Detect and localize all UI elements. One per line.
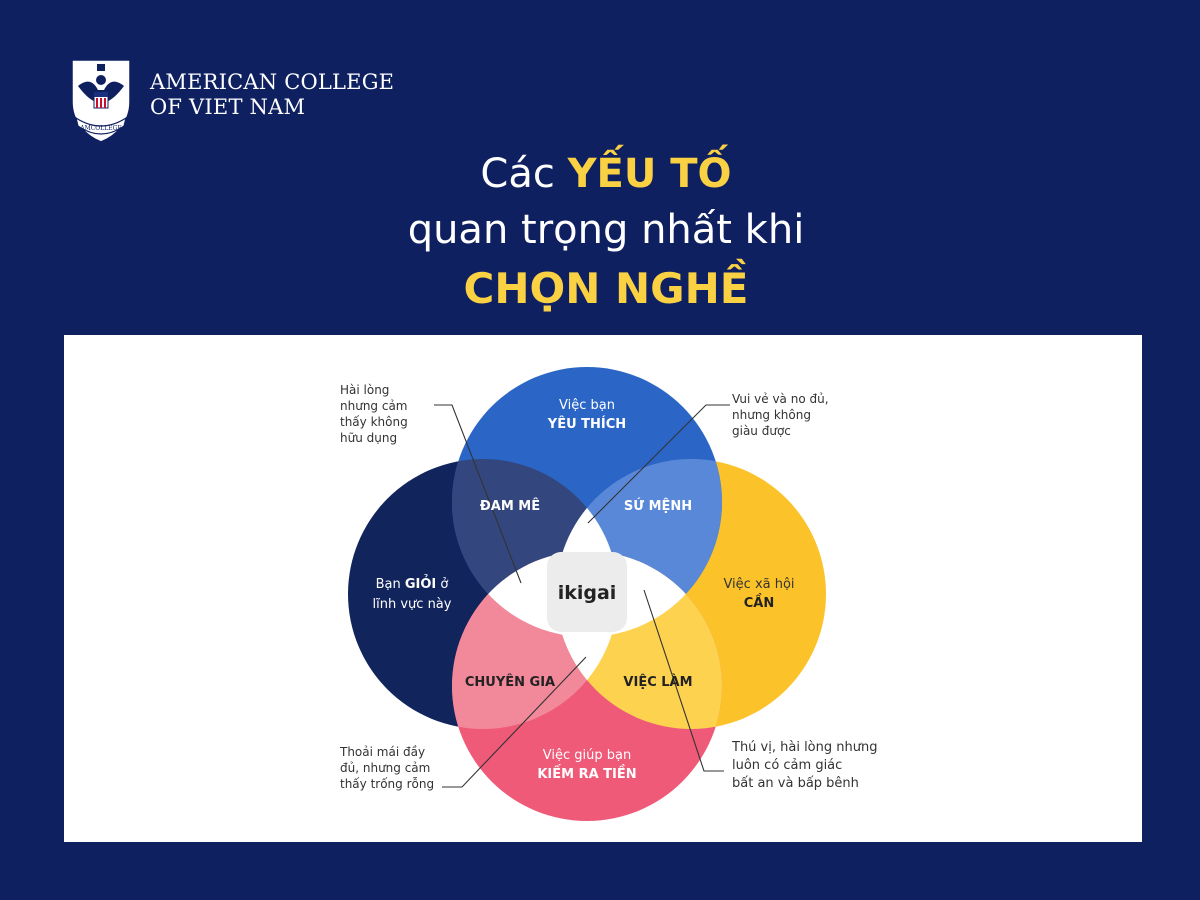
note-line: Thú vị, hài lòng nhưng (732, 740, 878, 755)
note-line: hữu dụng (340, 431, 398, 445)
circle-need-line1: Việc xã hội (723, 577, 795, 592)
logo-ribbon-text: AMCOLLEGE (80, 125, 122, 132)
ikigai-venn-diagram (64, 335, 1142, 842)
title-highlight-2: CHỌN NGHỀ (463, 264, 749, 313)
circle-good-post: ở (436, 577, 449, 592)
ikigai-center-label: ikigai (557, 582, 617, 604)
overlap-mission-label: SỨ MỆNH (623, 499, 693, 514)
brand (64, 56, 424, 148)
overlap-vocation-label: VIỆC LÀM (623, 675, 693, 690)
circle-money-line2: KIẾM RA TIỀN (537, 767, 637, 782)
title-line-2: quan trọng nhất khi (407, 207, 805, 253)
ikigai-diagram-panel (64, 335, 1142, 842)
overlap-profession-label: CHUYÊN GIA (464, 675, 556, 690)
circle-money-line1: Việc giúp bạn (542, 748, 632, 763)
note-bottom-left (340, 744, 434, 792)
note-line: Thoải mái đầy (340, 745, 426, 759)
circle-good-line1 (376, 575, 449, 592)
note-line: thấy không (340, 415, 408, 429)
brand-name (150, 70, 394, 120)
note-line: nhưng cảm (340, 399, 408, 413)
note-line: thấy trống rỗng (340, 777, 435, 791)
note-top-left (340, 382, 408, 446)
eagle-crest-icon (64, 56, 138, 146)
circle-good-bold: GIỎI (404, 577, 437, 592)
circle-good-line2: lĩnh vực này (372, 597, 452, 612)
title-line-1 (0, 146, 1200, 202)
note-line: Hài lòng (340, 383, 390, 397)
note-top-right (732, 391, 829, 439)
circle-good-pre: Bạn (375, 577, 405, 592)
page-title (0, 146, 1200, 320)
circle-love-line1: Việc bạn (559, 398, 615, 413)
circle-need-line2: CẦN (743, 596, 775, 611)
note-line: luôn có cảm giác (732, 758, 843, 773)
note-line: nhưng không (732, 408, 811, 422)
note-line: bất an và bấp bênh (732, 776, 859, 791)
title-highlight-1: YẾU TỐ (567, 151, 732, 197)
note-line: Vui vẻ và no đủ, (732, 392, 829, 406)
note-line: đủ, nhưng cảm (340, 761, 431, 775)
brand-name-line2: OF VIET NAM (150, 95, 306, 119)
title-prefix: Các (480, 151, 568, 197)
overlap-passion-label: ĐAM MÊ (479, 499, 541, 514)
circle-love-line2: YÊU THÍCH (547, 417, 627, 432)
brand-name-line1: AMERICAN COLLEGE (150, 70, 395, 94)
note-line: giàu được (732, 424, 791, 438)
note-bottom-right (732, 739, 877, 793)
